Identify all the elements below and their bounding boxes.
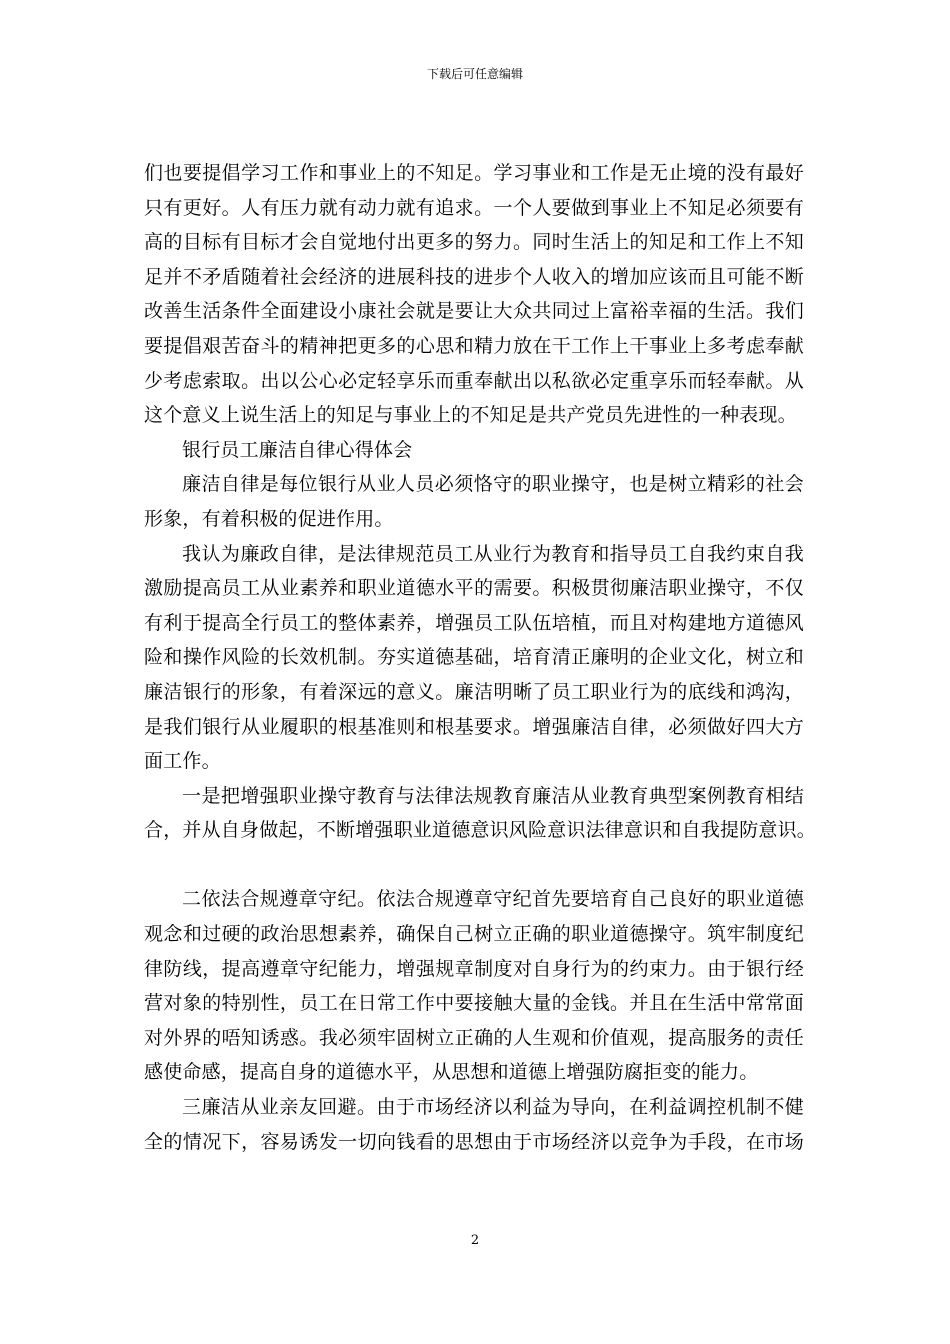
section-heading: 银行员工廉洁自律心得体会 (182, 438, 413, 461)
page-header: 下载后可任意编辑 (426, 67, 523, 81)
text-line: 是我们银行从业履职的根基准则和根基要求。增强廉洁自律，必须做好四大方 (144, 715, 804, 738)
text-line: 律防线，提高遵章守纪能力，增强规章制度对自身行为的约束力。由于银行经 (144, 957, 804, 980)
text-line: 这个意义上说生活上的知足与事业上的不知足是共产党员先进性的一种表现。 (144, 404, 797, 427)
text-line: 激励提高员工从业素养和职业道德水平的需要。积极贯彻廉洁职业操守，不仅 (144, 577, 804, 600)
text-line: 险和操作风险的长效机制。夯实道德基础，培育清正廉明的企业文化，树立和 (144, 646, 804, 669)
text-line: 感使命感，提高自身的道德水平，从思想和道德上增强防腐拒变的能力。 (144, 1061, 759, 1084)
text-line: 一是把增强职业操守教育与法律法规教育廉洁从业教育典型案例教育相结 (182, 784, 804, 807)
text-line: 高的目标有目标才会自觉地付出更多的努力。同时生活上的知足和工作上不知 (144, 231, 804, 254)
text-line: 要提倡艰苦奋斗的精神把更多的心思和精力放在干工作上干事业上多考虑奉献 (144, 334, 804, 357)
text-line: 有利于提高全行员工的整体素养，增强员工队伍培植，而且对构建地方道德风 (144, 611, 804, 634)
text-line: 少考虑索取。出以公心必定轻享乐而重奉献出以私欲必定重享乐而轻奉献。从 (144, 369, 804, 392)
text-line: 们也要提倡学习工作和事业上的不知足。学习事业和工作是无止境的没有最好 (144, 162, 804, 184)
text-line: 廉洁银行的形象，有着深远的意义。廉洁明晰了员工职业行为的底线和鸿沟， (144, 680, 804, 703)
text-line: 观念和过硬的政治思想素养，确保自己树立正确的职业道德操守。筑牢制度纪 (144, 923, 804, 946)
text-line: 只有更好。人有压力就有动力就有追求。一个人要做到事业上不知足必须要有 (144, 196, 804, 219)
text-line: 对外界的唔知诱惑。我必须牢固树立正确的人生观和价值观，提高服务的责任 (144, 1026, 804, 1049)
text-line: 二依法合规遵章守纪。依法合规遵章守纪首先要培育自己良好的职业道德 (182, 888, 804, 911)
text-line: 我认为廉政自律，是法律规范员工从业行为教育和指导员工自我约束自我 (182, 542, 804, 565)
text-line: 足并不矛盾随着社会经济的进展科技的进步个人收入的增加应该而且可能不断 (144, 265, 804, 288)
page-number: 2 (470, 1233, 480, 1248)
text-line: 全的情况下，容易诱发一切向钱看的思想由于市场经济以竞争为手段，在市场 (144, 1130, 804, 1153)
text-line: 面工作。 (144, 750, 221, 773)
text-line: 改善生活条件全面建设小康社会就是要让大众共同过上富裕幸福的生活。我们 (144, 300, 804, 323)
text-line: 营对象的特别性，员工在日常工作中要接触大量的金钱。并且在生活中常常面 (144, 992, 804, 1015)
text-line: 廉洁自律是每位银行从业人员必须恪守的职业操守，也是树立精彩的社会 (182, 473, 804, 496)
text-line: 三廉洁从业亲友回避。由于市场经济以利益为导向，在利益调控机制不健 (182, 1096, 804, 1119)
document-body (144, 156, 817, 1159)
text-line: 合，并从自身做起，不断增强职业道德意识风险意识法律意识和自我提防意识。 (144, 819, 817, 842)
text-line: 形象，有着积极的促进作用。 (144, 507, 394, 530)
